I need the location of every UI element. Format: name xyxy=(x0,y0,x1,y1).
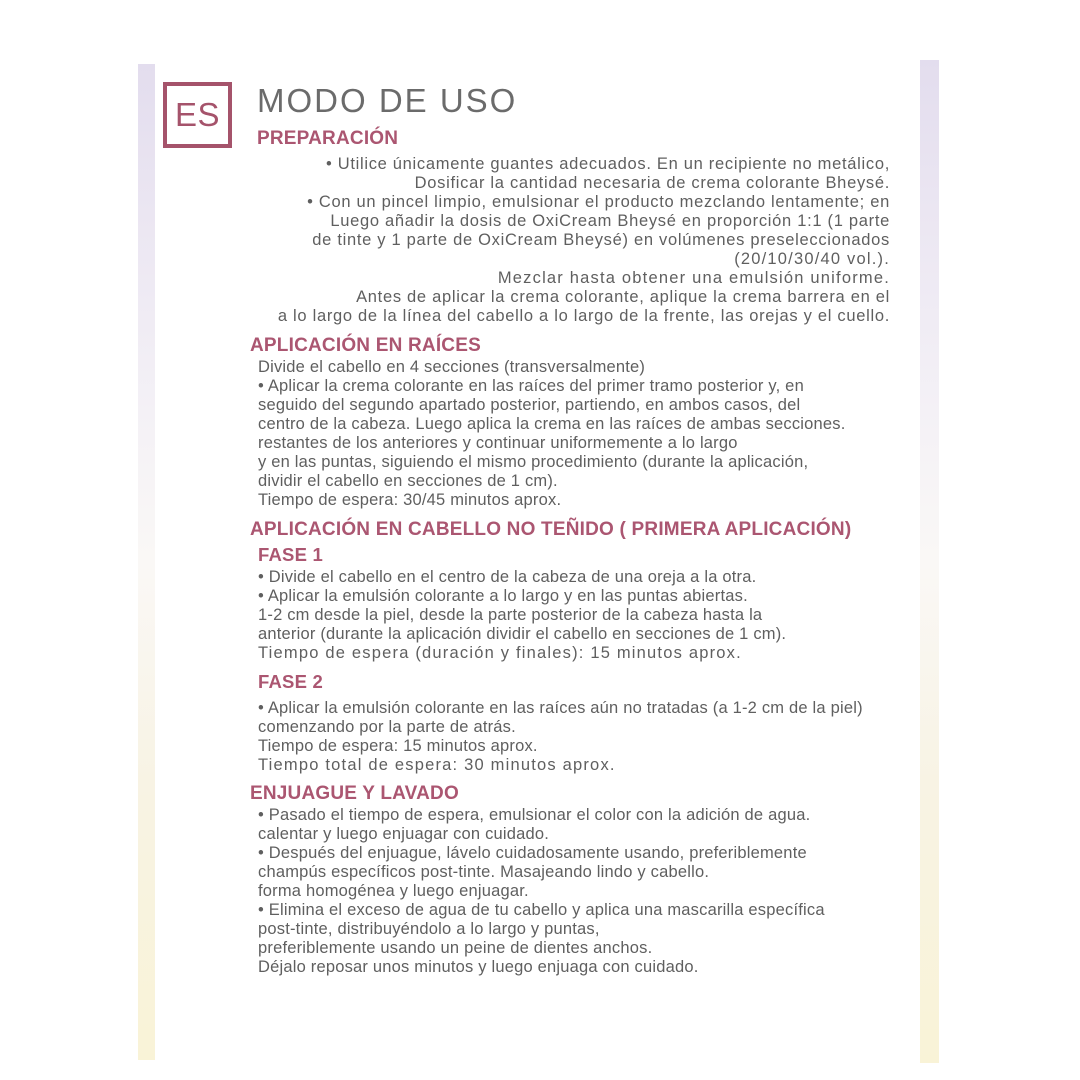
text-line: seguido del segundo apartado posterior, partiendo, en ambos casos, del xyxy=(258,396,801,414)
text-line: (20/10/30/40 vol.). xyxy=(734,250,890,268)
text-line: Déjalo reposar unos minutos y luego enjuaga con cuidado. xyxy=(258,958,699,976)
gradient-bar-right xyxy=(920,60,939,1063)
text-line: Luego añadir la dosis de OxiCream Bheysé en proporción 1:1 (1 parte xyxy=(330,212,890,230)
section-heading: APLICACIÓN EN RAÍCES xyxy=(250,335,481,356)
content-column xyxy=(250,82,890,977)
text-line: Tiempo de espera: 15 minutos aprox. xyxy=(258,737,538,755)
text-line: • Pasado el tiempo de espera, emulsionar el color con la adición de agua. xyxy=(258,806,811,824)
section-heading: FASE 2 xyxy=(258,671,323,692)
text-line: • Aplicar la crema colorante en las raíces del primer tramo posterior y, en xyxy=(258,377,804,395)
text-line: preferiblemente usando un peine de dientes anchos. xyxy=(258,939,653,957)
text-line: dividir el cabello en secciones de 1 cm). xyxy=(258,472,558,490)
section-enjuague xyxy=(250,782,890,977)
section-body xyxy=(258,699,890,775)
section-heading: PREPARACIÓN xyxy=(257,128,399,149)
text-line: • Elimina el exceso de agua de tu cabello y aplica una mascarilla específica xyxy=(258,901,825,919)
section-prep xyxy=(250,127,890,326)
text-line: Antes de aplicar la crema colorante, aplique la crema barrera en el xyxy=(356,288,890,306)
text-line: post-tinte, distribuyéndolo a lo largo y puntas, xyxy=(258,920,600,938)
text-line: restantes de los anteriores y continuar uniformemente a lo largo xyxy=(258,434,738,452)
text-line: Divide el cabello en 4 secciones (transversalmente) xyxy=(258,358,646,376)
text-line: • Con un pincel limpio, emulsionar el producto mezclando lentamente; en xyxy=(307,193,890,211)
text-line: de tinte y 1 parte de OxiCream Bheysé) en volúmenes preseleccionados xyxy=(312,231,890,249)
section-heading: APLICACIÓN EN CABELLO NO TEÑIDO ( PRIMERA APLICACIÓN) xyxy=(250,519,852,540)
text-line: 1-2 cm desde la piel, desde la parte posterior de la cabeza hasta la xyxy=(258,606,763,624)
sections xyxy=(250,127,890,977)
text-line: centro de la cabeza. Luego aplica la crema en las raíces de ambas secciones. xyxy=(258,415,846,433)
section-raices xyxy=(250,334,890,510)
text-line: Tiempo total de espera: 30 minutos aprox. xyxy=(258,756,616,774)
section-cabello xyxy=(250,518,890,542)
text-line: Tiempo de espera (duración y finales): 15 minutos aprox. xyxy=(258,644,742,662)
section-body xyxy=(250,155,890,326)
section-heading: ENJUAGUE Y LAVADO xyxy=(250,783,459,804)
text-line: anterior (durante la aplicación dividir el cabello en secciones de 1 cm). xyxy=(258,625,787,643)
text-line: Dosificar la cantidad necesaria de crema colorante Bheysé. xyxy=(414,174,890,192)
text-line: • Divide el cabello en el centro de la cabeza de una oreja a la otra. xyxy=(258,568,757,586)
text-line: comenzando por la parte de atrás. xyxy=(258,718,516,736)
text-line: a lo largo de la línea del cabello a lo largo de la frente, las orejas y el cuello. xyxy=(277,307,890,325)
section-body xyxy=(258,806,890,977)
language-badge xyxy=(163,82,232,148)
gradient-bar-left xyxy=(138,64,155,1060)
text-line: champús específicos post-tinte. Masajeando lindo y cabello. xyxy=(258,863,710,881)
text-line: y en las puntas, siguiendo el mismo procedimiento (durante la aplicación, xyxy=(258,453,809,471)
section-body xyxy=(258,568,890,663)
section-body xyxy=(258,358,890,510)
text-line: • Utilice únicamente guantes adecuados. En un recipiente no metálico, xyxy=(325,155,890,173)
text-line: • Aplicar la emulsión colorante a lo largo y en las puntas abiertas. xyxy=(258,587,748,605)
text-line: calentar y luego enjuagar con cuidado. xyxy=(258,825,550,843)
text-line: Tiempo de espera: 30/45 minutos aprox. xyxy=(258,491,562,509)
section-fase2 xyxy=(250,671,890,775)
section-fase1 xyxy=(250,544,890,663)
text-line: Mezclar hasta obtener una emulsión uniforme. xyxy=(497,269,890,287)
text-line: • Después del enjuague, lávelo cuidadosamente usando, preferiblemente xyxy=(258,844,807,862)
language-badge-label: ES xyxy=(174,96,221,133)
text-line: • Aplicar la emulsión colorante en las raíces aún no tratadas (a 1-2 cm de la piel) xyxy=(258,699,863,717)
page-title: MODO DE USO xyxy=(257,82,518,119)
section-heading: FASE 1 xyxy=(258,544,323,565)
text-line: forma homogénea y luego enjuagar. xyxy=(258,882,529,900)
